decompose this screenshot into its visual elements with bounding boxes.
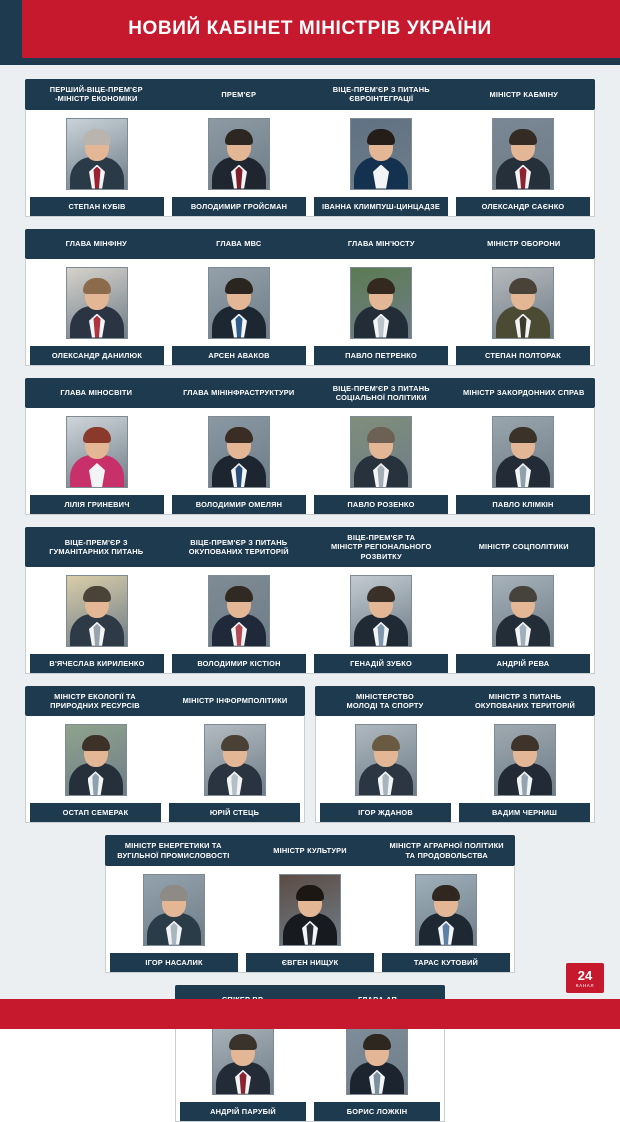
minister-card: [168, 259, 310, 365]
position-title-text: МІНІСТР ІНФОРМПОЛІТИКИ: [182, 696, 288, 706]
minister-card: [168, 110, 310, 216]
avatar-hair: [83, 586, 111, 602]
avatar: [208, 416, 270, 488]
minister-name: ПАВЛО КЛІМКІН: [456, 495, 590, 514]
avatar: [350, 118, 412, 190]
row-portraits: [105, 866, 515, 973]
minister-card: [176, 1015, 310, 1121]
minister-name: ВОЛОДИМИР ОМЕЛЯН: [172, 495, 306, 514]
position-title: [455, 686, 595, 717]
position-title: [168, 229, 311, 259]
minister-card: [310, 408, 452, 514]
position-title-text: ГЛАВА МІН'ЮСТУ: [347, 238, 415, 248]
position-title-text: МІНІСТР СОЦПОЛІТИКИ: [478, 542, 569, 552]
avatar: [355, 724, 417, 796]
minister-name: В'ЯЧЕСЛАВ КИРИЛЕНКО: [30, 654, 164, 673]
minister-card: [452, 259, 594, 365]
cabinet-row: [105, 835, 515, 973]
row-portraits: [25, 716, 595, 823]
avatar-hair: [225, 427, 253, 443]
minister-card: [26, 716, 165, 822]
position-title-text: МІНІСТР ЗАКОРДОННИХ СПРАВ: [462, 388, 585, 398]
minister-name: ПАВЛО РОЗЕНКО: [314, 495, 448, 514]
avatar-hair: [367, 586, 395, 602]
position-title: [453, 378, 596, 409]
cabinet-board: [0, 65, 620, 1116]
position-title: [168, 527, 311, 567]
position-title-text: ВІЦЕ-ПРЕМ'ЄР З ПИТАНЬ ЄВРОІНТЕГРАЦІЇ: [332, 85, 430, 104]
position-title-text: ПЕРШИЙ-ВІЦЕ-ПРЕМ'ЄР -МІНІСТР ЕКОНОМІКИ: [49, 85, 143, 104]
avatar-hair: [296, 885, 324, 901]
minister-name: БОРИС ЛОЖКІН: [314, 1102, 440, 1121]
position-title-text: ГЛАВА МІНФІНУ: [65, 238, 127, 248]
row-titles: [105, 835, 515, 866]
minister-name: СТЕПАН ПОЛТОРАК: [456, 346, 590, 365]
position-title-text: ВІЦЕ-ПРЕМ'ЄР З ГУМАНІТАРНИХ ПИТАНЬ: [49, 537, 144, 556]
avatar-hair: [160, 885, 188, 901]
row-titles: [25, 229, 595, 259]
cabinet-row: [25, 79, 595, 217]
minister-name: ІГОР НАСАЛИК: [110, 953, 238, 972]
minister-name: ВОЛОДИМИР ГРОЙСМАН: [172, 197, 306, 216]
position-title-text: МІНІСТР З ПИТАНЬ ОКУПОВАНИХ ТЕРИТОРІЙ: [474, 691, 576, 710]
minister-card: [452, 110, 594, 216]
position-title: [25, 79, 168, 110]
avatar: [279, 874, 341, 946]
minister-name: ТАРАС КУТОВИЙ: [382, 953, 510, 972]
minister-card: [242, 866, 378, 972]
position-title: [168, 378, 311, 409]
minister-card: [26, 567, 168, 673]
logo-word: КАНАЛ: [575, 982, 595, 988]
minister-name: ВОЛОДИМИР КІСТІОН: [172, 654, 306, 673]
position-title: [25, 229, 168, 259]
avatar: [212, 1023, 274, 1095]
position-title: [453, 527, 596, 567]
cabinet-row: [25, 378, 595, 516]
position-title: [310, 79, 453, 110]
channel-logo: [566, 963, 604, 993]
minister-card: [310, 567, 452, 673]
minister-card: [310, 259, 452, 365]
avatar: [492, 575, 554, 647]
row-portraits-group: [315, 716, 595, 823]
avatar: [350, 267, 412, 339]
minister-card: [452, 408, 594, 514]
minister-card: [106, 866, 242, 972]
row-titles: [25, 527, 595, 567]
position-title-text: ГЛАВА МІНІНФРАСТРУКТУРИ: [183, 388, 295, 398]
header: [0, 0, 620, 58]
avatar: [66, 575, 128, 647]
header-divider: [0, 58, 620, 65]
position-title: [315, 686, 455, 717]
avatar: [208, 575, 270, 647]
avatar: [204, 724, 266, 796]
minister-name: ЮРІЙ СТЕЦЬ: [169, 803, 300, 822]
row-portraits: [25, 110, 595, 217]
position-title-text: МІНІСТР КАБМІНУ: [489, 89, 559, 99]
position-title: [310, 527, 453, 567]
position-title-text: МІНІСТР ОБОРОНИ: [487, 238, 561, 248]
minister-card: [310, 1015, 444, 1121]
row-titles: [25, 686, 595, 717]
avatar-hair: [509, 278, 537, 294]
avatar-hair: [367, 129, 395, 145]
position-title-text: МІНІСТР АГРАРНОЇ ПОЛІТИКИ ТА ПРОДОВОЛЬСТВА: [389, 841, 504, 860]
row-portraits: [175, 1015, 445, 1122]
row-portraits: [25, 408, 595, 515]
avatar-hair: [367, 427, 395, 443]
avatar: [66, 118, 128, 190]
position-title: [310, 229, 453, 259]
avatar: [143, 874, 205, 946]
footer-bar: [0, 999, 620, 1029]
avatar: [66, 267, 128, 339]
avatar: [492, 416, 554, 488]
cabinet-row: [25, 527, 595, 674]
minister-name: ЄВГЕН НИЩУК: [246, 953, 374, 972]
minister-card: [26, 110, 168, 216]
avatar-hair: [221, 735, 249, 751]
minister-name: АРСЕН АВАКОВ: [172, 346, 306, 365]
avatar-hair: [363, 1034, 391, 1050]
avatar: [415, 874, 477, 946]
avatar-hair: [225, 586, 253, 602]
avatar-hair: [509, 586, 537, 602]
avatar-hair: [229, 1034, 257, 1050]
row-portraits: [25, 567, 595, 674]
position-title: [25, 527, 168, 567]
avatar-hair: [509, 129, 537, 145]
avatar: [492, 118, 554, 190]
avatar: [492, 267, 554, 339]
position-title-text: ВІЦЕ-ПРЕМ'ЄР ТА МІНІСТР РЕГІОНАЛЬНОГО РОЗВИТКУ: [331, 533, 432, 561]
position-title: [453, 79, 596, 110]
position-title: [165, 686, 305, 717]
minister-card: [316, 716, 455, 822]
logo-number: 24: [577, 967, 593, 983]
minister-name: ПАВЛО ПЕТРЕНКО: [314, 346, 448, 365]
minister-name: ІВАННА КЛИМПУШ-ЦИНЦАДЗЕ: [314, 197, 448, 216]
minister-card: [26, 259, 168, 365]
avatar-hair: [225, 129, 253, 145]
avatar: [350, 416, 412, 488]
minister-name: ВАДИМ ЧЕРНИШ: [459, 803, 590, 822]
minister-card: [452, 567, 594, 673]
cabinet-row: [25, 686, 595, 824]
avatar-hair: [83, 129, 111, 145]
avatar-hair: [367, 278, 395, 294]
position-title-text: МІНІСТР ЕКОЛОГІЇ ТА ПРИРОДНИХ РЕСУРСІВ: [50, 691, 140, 710]
position-title: [310, 378, 453, 409]
row-titles: [25, 378, 595, 409]
minister-name: АНДРІЙ ПАРУБІЙ: [180, 1102, 306, 1121]
position-title: [453, 229, 596, 259]
position-title: [25, 686, 165, 717]
position-title-text: ГЛАВА МІНОСВІТИ: [60, 388, 133, 398]
avatar-hair: [82, 735, 110, 751]
position-title-text: ПРЕМ'ЄР: [221, 89, 257, 99]
position-title-text: МІНІСТР КУЛЬТУРИ: [273, 845, 347, 855]
position-title: [168, 79, 311, 110]
avatar: [346, 1023, 408, 1095]
minister-name: ГЕНАДІЙ ЗУБКО: [314, 654, 448, 673]
position-title-text: МІНІСТЕРСТВО МОЛОДІ ТА СПОРТУ: [346, 691, 424, 710]
avatar-hair: [83, 427, 111, 443]
minister-card: [168, 408, 310, 514]
avatar: [208, 118, 270, 190]
minister-name: АНДРІЙ РЕВА: [456, 654, 590, 673]
minister-name: СТЕПАН КУБІВ: [30, 197, 164, 216]
minister-name: ОЛЕКСАНДР ДАНИЛЮК: [30, 346, 164, 365]
minister-name: ІГОР ЖДАНОВ: [320, 803, 451, 822]
page-title: НОВИЙ КАБІНЕТ МІНІСТРІВ УКРАЇНИ: [128, 18, 492, 39]
minister-card: [310, 110, 452, 216]
minister-card: [165, 716, 304, 822]
avatar: [65, 724, 127, 796]
minister-name: ЛІЛІЯ ГРИНЕВИЧ: [30, 495, 164, 514]
minister-name: ОСТАП СЕМЕРАК: [30, 803, 161, 822]
avatar-hair: [432, 885, 460, 901]
avatar-hair: [511, 735, 539, 751]
position-title: [25, 378, 168, 409]
row-titles-group: [315, 686, 595, 717]
avatar-hair: [372, 735, 400, 751]
position-title-text: ГЛАВА МВС: [216, 238, 262, 248]
position-title: [378, 835, 515, 866]
avatar: [66, 416, 128, 488]
avatar-hair: [83, 278, 111, 294]
position-title: [242, 835, 379, 866]
avatar: [350, 575, 412, 647]
avatar-hair: [509, 427, 537, 443]
minister-card: [455, 716, 594, 822]
avatar-hair: [225, 278, 253, 294]
avatar: [494, 724, 556, 796]
cabinet-row: [25, 229, 595, 366]
position-title-text: ВІЦЕ-ПРЕМ'ЄР З ПИТАНЬ СОЦІАЛЬНОЇ ПОЛІТИКИ: [332, 383, 430, 402]
row-titles-group: [25, 686, 305, 717]
row-portraits: [25, 259, 595, 366]
minister-name: ОЛЕКСАНДР САЄНКО: [456, 197, 590, 216]
minister-card: [168, 567, 310, 673]
position-title-text: МІНІСТР ЕНЕРГЕТИКИ ТА ВУГІЛЬНОЇ ПРОМИСЛОВОСТІ: [117, 841, 230, 860]
minister-card: [26, 408, 168, 514]
avatar: [208, 267, 270, 339]
minister-card: [378, 866, 514, 972]
position-title: [105, 835, 242, 866]
row-portraits-group: [25, 716, 305, 823]
position-title-text: ВІЦЕ-ПРЕМ'ЄР З ПИТАНЬ ОКУПОВАНИХ ТЕРИТОРІЙ: [188, 537, 289, 556]
row-titles: [25, 79, 595, 110]
